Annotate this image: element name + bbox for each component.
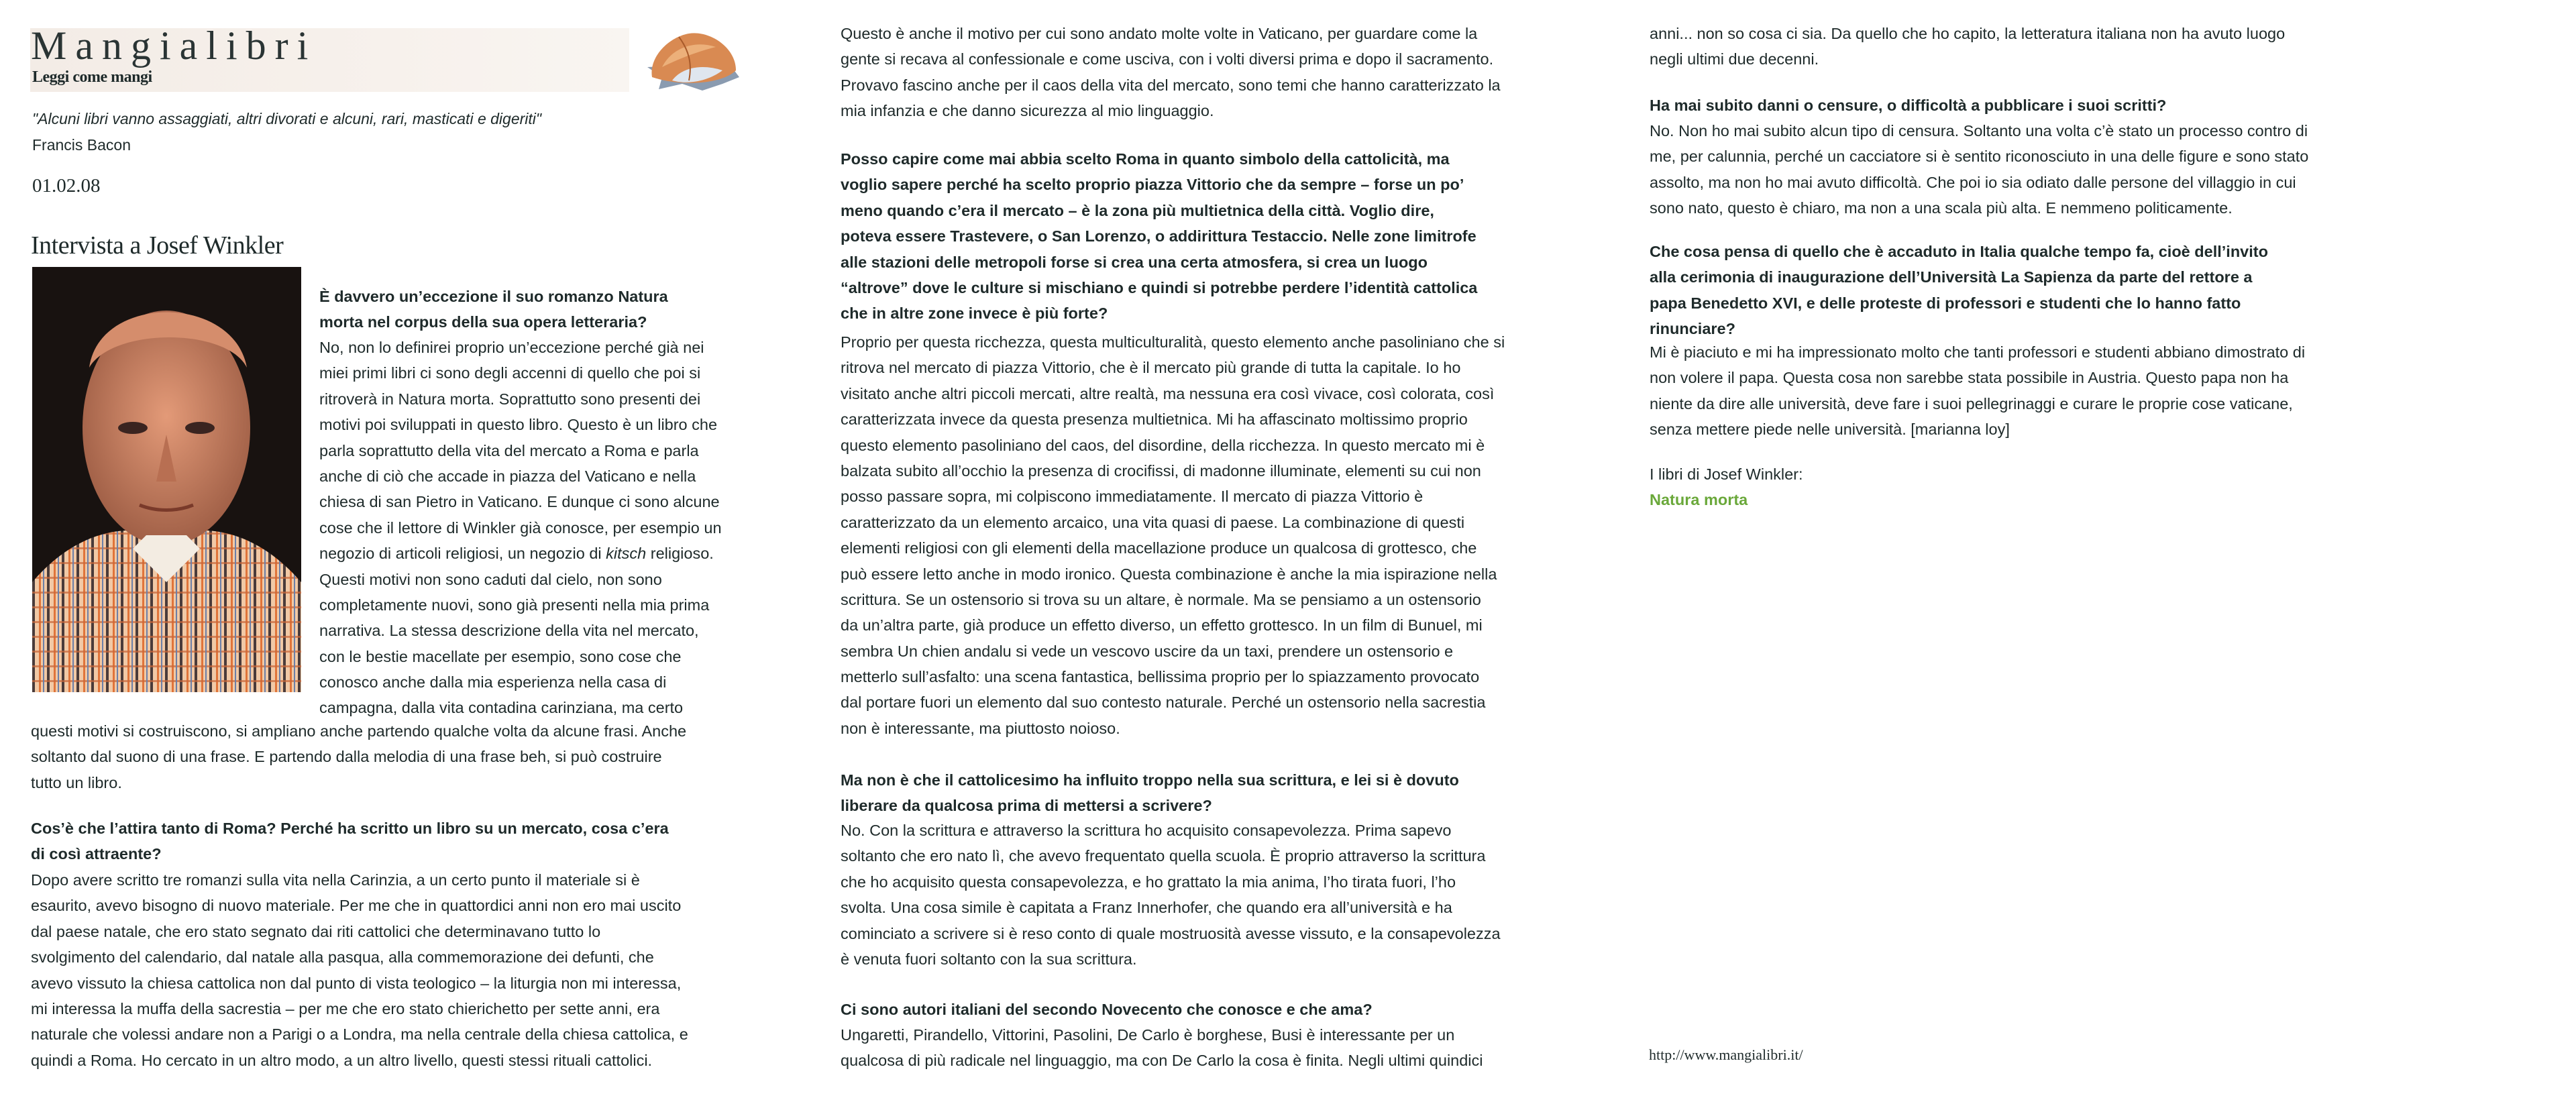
- text-line: anche di ciò che accade in piazza del Vaticano e nella: [319, 467, 696, 485]
- text-line: Posso capire come mai abbia scelto Roma in quanto simbolo della cattolicità, ma: [841, 150, 1450, 168]
- answer-1-continued: [31, 718, 686, 795]
- text-line: poteva essere Trastevere, o San Lorenzo, o addirittura Testaccio. Nelle zone limitrofe: [841, 227, 1477, 245]
- answer-4: [841, 818, 1501, 972]
- text-line: Ci sono autori italiani del secondo Novecento che conosce e che ama?: [841, 1001, 1373, 1018]
- question-1: [319, 284, 668, 335]
- text-line: rinunciare?: [1650, 320, 1735, 338]
- question-6: [1650, 93, 2166, 118]
- text-line: assolto, ma non ho mai avuto difficoltà. Che poi io sia odiato dalle persone del villaggio in cui: [1650, 173, 2296, 191]
- text-line: caratterizzato da un elemento arcaico, una vita quasi di paese. La combinazione di questi: [841, 513, 1465, 531]
- text-line: è venuta fuori soltanto con la sua scrittura.: [841, 950, 1137, 968]
- answer-7: [1650, 339, 2305, 443]
- text-line: elementi religiosi con gli elementi della macellazione produce un qualcosa di grottesco, che: [841, 539, 1477, 557]
- site-quote: "Alcuni libri vanno assaggiati, altri divorati e alcuni, rari, masticati e digeriti": [32, 110, 542, 127]
- text-line: No. Non ho mai subito alcun tipo di censura. Soltanto una volta c’è stato un processo contro di: [1650, 122, 2308, 140]
- answer-2: [31, 867, 688, 1073]
- text-line: scrittura. Se un ostensorio si trova su un altare, è normale. Ma se pensiamo a un ostensorio: [841, 590, 1481, 608]
- text-line: voglio sapere perché ha scelto proprio piazza Vittorio che da sempre – forse un po’: [841, 176, 1464, 194]
- question-4: [841, 767, 1459, 819]
- text-line: ritroverà in Natura morta. Soprattutto sono presenti dei: [319, 390, 701, 408]
- text-line: [319, 541, 722, 566]
- answer-3: [841, 329, 1505, 741]
- answer-1-wrapped: [319, 335, 722, 721]
- text-line: “altrove” dove le culture si mischiano e quindi si potrebbe perdere l’identità cattolica: [841, 278, 1478, 296]
- text-line: completamente nuovi, sono già presenti nella mia prima: [319, 596, 710, 614]
- text-line: tutto un libro.: [31, 773, 122, 791]
- text-segment: religioso.: [646, 545, 714, 563]
- text-line: liberare da qualcosa prima di mettersi a scrivere?: [841, 797, 1212, 815]
- text-line: non volere il papa. Questa cosa non sarebbe stata possibile in Austria. Questo papa non ha: [1650, 369, 2289, 387]
- text-line: me, per calunnia, perché un cacciatore si è sentito riconosciuto in una delle figure e sono stato: [1650, 148, 2309, 166]
- text-line: soltanto che ero nato lì, che avevo frequentato quella scuola. È proprio attraverso la scrittura: [841, 847, 1486, 865]
- question-5: [841, 997, 1373, 1022]
- question-3: [841, 146, 1477, 327]
- text-line: Dopo avere scritto tre romanzi sulla vita nella Carinzia, a un certo punto il materiale si è: [31, 871, 640, 889]
- text-line: ritrova nel mercato di piazza Vittorio, che è il mercato più grande di tutta la capitale. Io ho: [841, 359, 1461, 377]
- text-line: sembra Un chien andalu si vede un vescovo uscire da un taxi, prendere un ostensorio e: [841, 642, 1454, 660]
- text-line: visitato anche altri piccoli mercati, altre realtà, ma nessuna era così vivace, così colorata, così: [841, 384, 1495, 402]
- text-line: può essere letto anche in modo ironico. Questa combinazione è anche la mia ispirazione nella: [841, 565, 1497, 583]
- text-line: di così attraente?: [31, 845, 162, 863]
- text-line: Ungaretti, Pirandello, Vittorini, Pasolini, De Carlo è borghese, Busi è interessante per un: [841, 1026, 1455, 1044]
- bread-logo-icon: [642, 30, 743, 92]
- text-line: papa Benedetto XVI, e delle proteste di professori e studenti che lo hanno fatto: [1650, 294, 2241, 312]
- author-photo: [32, 267, 301, 692]
- text-line: caratterizzata invece da questa presenza multietnica. Mi ha affascinato moltissimo proprio: [841, 410, 1468, 429]
- book-link-natura-morta[interactable]: Natura morta: [1650, 491, 1748, 508]
- text-line: Ha mai subito danni o censure, o difficoltà a pubblicare i suoi scritti?: [1650, 97, 2167, 114]
- text-line: sono nato, questo è chiaro, ma non a una scala più alta. E nemmeno politicamente.: [1650, 199, 2233, 217]
- text-line: esaurito, avevo bisogno di nuovo materiale. Per me che in quattordici anni non ero mai uscito: [31, 897, 682, 915]
- text-line: dal portare fuori un elemento dal suo contesto naturale. Perché un ostensorio nella sacrestia: [841, 694, 1486, 712]
- text-line: che ho acquisito questa consapevolezza, e ho grattato la mia anima, l’ho tirata fuori, l’ho: [841, 873, 1456, 891]
- text-segment: negozio di articoli religiosi, un negozio di: [319, 545, 606, 563]
- text-line: No. Con la scrittura e attraverso la scrittura ho acquisito consapevolezza. Prima sapevo: [841, 822, 1452, 839]
- answer-5-continued: [1650, 21, 2285, 72]
- answer-2-continued: [841, 21, 1501, 124]
- text-line: campagna, dalla vita contadina carinziana, ma certo: [319, 699, 684, 717]
- text-line: con le bestie macellate per esempio, sono cose che: [319, 647, 682, 665]
- text-line: Questo è anche il motivo per cui sono andato molte volte in Vaticano, per guardare come la: [841, 25, 1478, 42]
- text-line: niente da dire alle università, deve fare i suoi pellegrinaggi e curare le proprie cose vaticane,: [1650, 394, 2293, 412]
- text-line: È davvero un’eccezione il suo romanzo Natura: [319, 288, 668, 305]
- text-line: Provavo fascino anche per il caos della vita del mercato, sono temi che hanno caratterizzato la: [841, 76, 1501, 94]
- text-line: miei primi libri ci sono degli accenni di quello che poi si: [319, 364, 701, 382]
- text-line: morta nel corpus della sua opera letteraria?: [319, 313, 647, 331]
- site-logo-title[interactable]: Mangialibri: [31, 23, 317, 68]
- text-line: dal paese natale, che ero stato segnato dai riti cattolici che determinavano tutto lo: [31, 922, 601, 940]
- text-line: Ma non è che il cattolicesimo ha influito troppo nella sua scrittura, e lei si è dovuto: [841, 771, 1459, 789]
- text-line: mi interessa la muffa della sacrestia – per me che ero stato chierichetto per sette anni, era: [31, 999, 660, 1017]
- text-line: da un’altra parte, già produce un effetto diverso, un effetto grottesco. In un film di Bunuel, mi: [841, 616, 1483, 634]
- text-line: cominciato a scrivere si è reso conto di quale mostruosità avesse vissuto, e la consapevolezza: [841, 924, 1501, 942]
- text-line: posso passare sopra, mi colpiscono immediatamente. Il mercato di piazza Vittorio è: [841, 488, 1424, 506]
- article-title: Intervista a Josef Winkler: [31, 231, 284, 260]
- text-line: qualcosa di più radicale nel linguaggio, ma con De Carlo la cosa è finita. Negli ultimi quindici: [841, 1052, 1483, 1070]
- site-tagline: Leggi come mangi: [32, 68, 152, 86]
- text-line: senza mettere piede nelle università. [marianna loy]: [1650, 421, 2010, 439]
- text-line: balzata subito all’occhio la presenza di crocifissi, di madonne illuminate, elementi su cui non: [841, 461, 1481, 480]
- text-line: Cos’è che l’attira tanto di Roma? Perché ha scritto un libro su un mercato, cosa c’era: [31, 820, 669, 837]
- text-line: svolta. Una cosa simile è capitata a Franz Innerhofer, che quando era all’università e ha: [841, 899, 1452, 917]
- text-line: questo elemento pasoliniano del caos, del disordine, della ricchezza. In questo mercato mi è: [841, 436, 1485, 454]
- text-line: soltanto dal suono di una frase. E partendo dalla melodia di una frase beh, si può costruire: [31, 748, 662, 766]
- text-line: svolgimento del calendario, dal natale alla pasqua, alla commemorazione dei defunti, che: [31, 948, 654, 966]
- text-line: chiesa di san Pietro in Vaticano. E dunque ci sono alcune: [319, 493, 720, 511]
- text-line: alle stazioni delle metropoli forse si crea una certa atmosfera, si crea un luogo: [841, 253, 1428, 271]
- text-line: meno quando c’era il mercato – è la zona più multietnica della città. Voglio dire,: [841, 201, 1434, 219]
- question-7: [1650, 239, 2268, 342]
- text-line: che in altre zone invece è più forte?: [841, 304, 1108, 323]
- text-line: Che cosa pensa di quello che è accaduto in Italia qualche tempo fa, cioè dell’invito: [1650, 243, 2268, 260]
- italic-text: kitsch: [606, 545, 647, 563]
- text-line: Questi motivi non sono caduti dal cielo, non sono: [319, 570, 662, 588]
- text-line: Mi è piaciuto e mi ha impressionato molto che tanti professori e studenti abbiano dimostrato di: [1650, 343, 2306, 361]
- text-line: metterlo sull’asfalto: una scena fantastica, bellissima proprio per lo spiazzamento provocato: [841, 668, 1480, 686]
- answer-5: [841, 1022, 1483, 1074]
- text-line: naturale che volessi andare non a Parigi o a Londra, ma nella centrale della chiesa cattolica, e: [31, 1026, 688, 1044]
- text-line: questi motivi si costruiscono, si ampliano anche partendo qualche volta da alcune frasi. Anche: [31, 722, 687, 740]
- text-line: motivi poi sviluppati in questo libro. Questo è un libro che: [319, 416, 718, 434]
- text-line: Proprio per questa ricchezza, questa multiculturalità, questo elemento anche pasoliniano che si: [841, 333, 1505, 351]
- text-line: quindi a Roma. Ho cercato in un altro modo, a un altro livello, questi stessi rituali cattolici.: [31, 1051, 653, 1069]
- text-line: avevo vissuto la chiesa cattolica non dal punto di vista teologico – la liturgia non mi interessa,: [31, 974, 682, 992]
- text-line: negli ultimi due decenni.: [1650, 50, 1819, 68]
- text-line: mia infanzia e che danno sicurezza al mio linguaggio.: [841, 102, 1214, 120]
- text-line: anni... non so cosa ci sia. Da quello che ho capito, la letteratura italiana non ha avuto luogo: [1650, 25, 2286, 42]
- text-line: narrativa. La stessa descrizione della vita nel mercato,: [319, 622, 699, 640]
- text-line: parla soprattutto della vita del mercato a Roma e parla: [319, 441, 699, 459]
- question-2: [31, 816, 669, 867]
- answer-6: [1650, 118, 2308, 221]
- text-line: non è interessante, ma piuttosto noioso.: [841, 719, 1120, 737]
- text-line: conosco anche dalla mia esperienza nella casa di: [319, 673, 667, 691]
- text-line: alla cerimonia di inaugurazione dell’Università La Sapienza da parte del rettore a: [1650, 268, 2253, 286]
- quote-author: Francis Bacon: [32, 136, 131, 154]
- text-line: cose che il lettore di Winkler già conosce, per esempio un: [319, 518, 722, 537]
- page-url: http://www.mangialibri.it/: [1649, 1046, 1803, 1063]
- text-line: gente si recava al confessionale e come usciva, con i volti diversi prima e dopo il sacramento.: [841, 50, 1494, 68]
- publication-date: 01.02.08: [32, 175, 101, 197]
- text-line: No, non lo definirei proprio un’eccezione perché già nei: [319, 339, 704, 356]
- books-label: I libri di Josef Winkler:: [1650, 465, 1803, 483]
